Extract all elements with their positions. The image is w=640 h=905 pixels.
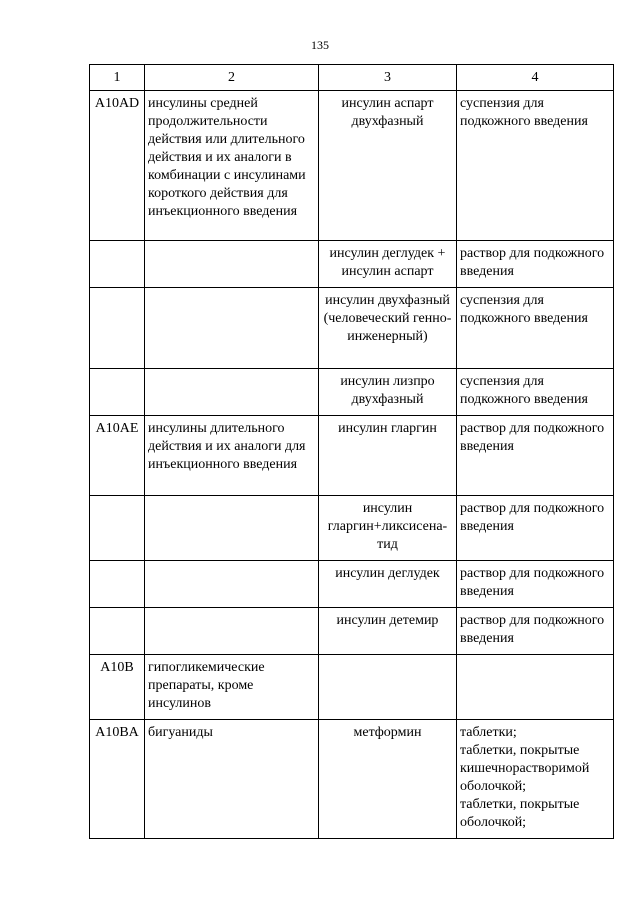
drug-name-cell: инсулин аспарт двухфазный	[319, 91, 457, 241]
pharmacological-group-cell	[145, 561, 319, 608]
dosage-form-cell: раствор для подкожного введения	[457, 608, 614, 655]
table-row	[90, 241, 614, 288]
dosage-form-cell: раствор для подкожного введения	[457, 496, 614, 561]
atc-code-cell: A10AE	[90, 416, 145, 496]
table-row	[90, 561, 614, 608]
header-cell-drug: 3	[319, 65, 457, 91]
pharmacological-group-cell: инсулины средней продолжительности действия или длительного действия и их аналоги в комбинации с инсулинами короткого действия для инъекционного введения	[145, 91, 319, 241]
table-row	[90, 369, 614, 416]
atc-code-cell	[90, 496, 145, 561]
table-row	[90, 720, 614, 839]
drug-name-cell: инсулин гларгин+ликсисена-тид	[319, 496, 457, 561]
pharmacological-group-cell	[145, 369, 319, 416]
dosage-form-cell	[457, 655, 614, 720]
pharmacological-group-cell	[145, 608, 319, 655]
drug-name-cell: инсулин лизпро двухфазный	[319, 369, 457, 416]
dosage-form-cell: раствор для подкожного введения	[457, 416, 614, 496]
pharmacological-group-cell	[145, 496, 319, 561]
atc-code-cell: A10BA	[90, 720, 145, 839]
atc-code-cell: A10B	[90, 655, 145, 720]
pharmacological-group-cell	[145, 241, 319, 288]
atc-code-cell	[90, 608, 145, 655]
table-row	[90, 608, 614, 655]
drug-table	[89, 64, 614, 839]
table-header-row	[90, 65, 614, 91]
drug-name-cell: инсулин деглудек + инсулин аспарт	[319, 241, 457, 288]
page-number: 135	[311, 38, 329, 52]
table-row	[90, 91, 614, 241]
drug-name-cell: метформин	[319, 720, 457, 839]
pharmacological-group-cell: инсулины длительного действия и их аналоги для инъекционного введения	[145, 416, 319, 496]
table-row	[90, 288, 614, 369]
atc-code-cell	[90, 561, 145, 608]
atc-code-cell	[90, 241, 145, 288]
dosage-form-cell: таблетки; таблетки, покрытые кишечнорастворимой оболочкой; таблетки, покрытые оболочкой;	[457, 720, 614, 839]
drug-name-cell	[319, 655, 457, 720]
table-row	[90, 416, 614, 496]
pharmacological-group-cell	[145, 288, 319, 369]
atc-code-cell	[90, 369, 145, 416]
dosage-form-cell: суспензия для подкожного введения	[457, 288, 614, 369]
header-cell-code: 1	[90, 65, 145, 91]
table-row	[90, 496, 614, 561]
drug-name-cell: инсулин гларгин	[319, 416, 457, 496]
pharmacological-group-cell: бигуаниды	[145, 720, 319, 839]
dosage-form-cell: раствор для подкожного введения	[457, 241, 614, 288]
table-row	[90, 655, 614, 720]
drug-name-cell: инсулин детемир	[319, 608, 457, 655]
dosage-form-cell: раствор для подкожного введения	[457, 561, 614, 608]
dosage-form-cell: суспензия для подкожного введения	[457, 369, 614, 416]
atc-code-cell	[90, 288, 145, 369]
header-cell-form: 4	[457, 65, 614, 91]
drug-name-cell: инсулин двухфазный (человеческий генно-инженерный)	[319, 288, 457, 369]
header-cell-group: 2	[145, 65, 319, 91]
pharmacological-group-cell: гипогликемические препараты, кроме инсулинов	[145, 655, 319, 720]
drug-name-cell: инсулин деглудек	[319, 561, 457, 608]
dosage-form-cell: суспензия для подкожного введения	[457, 91, 614, 241]
atc-code-cell: A10AD	[90, 91, 145, 241]
